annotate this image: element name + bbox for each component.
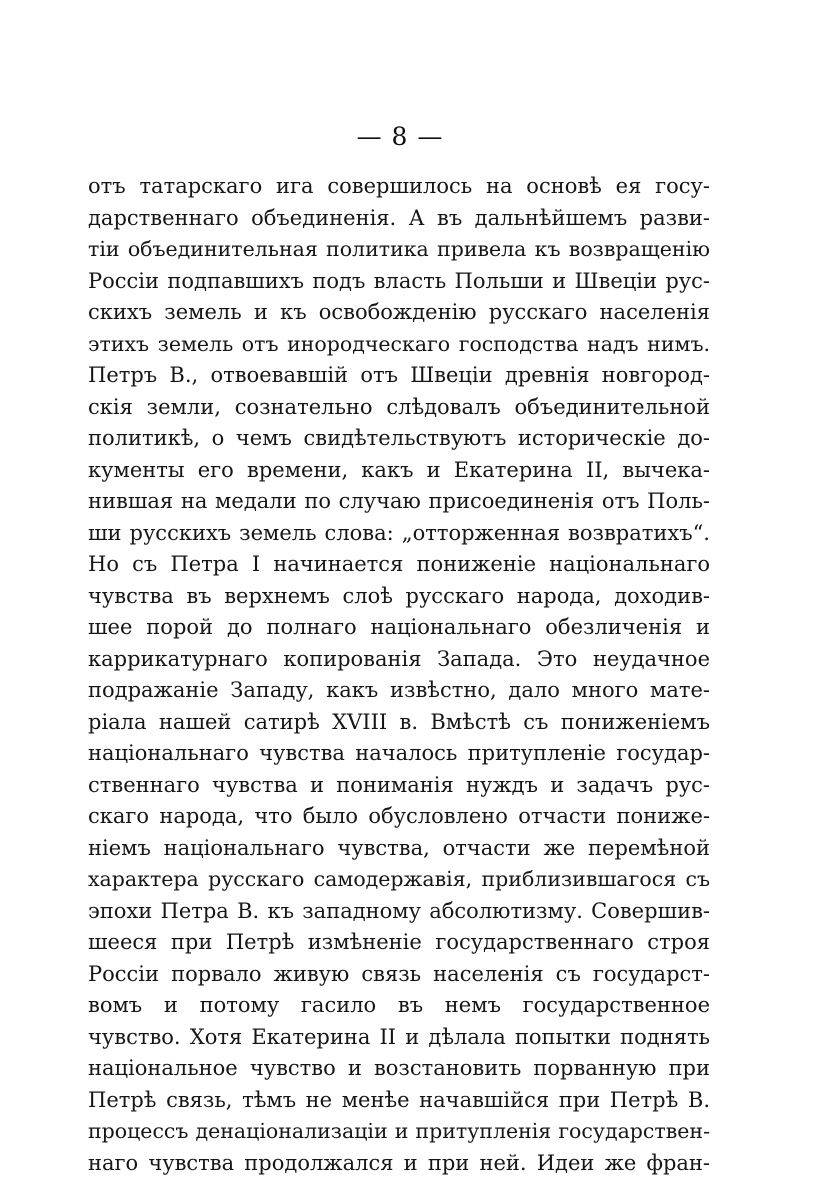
text-line: Петрѣ связь, тѣмъ не менѣе начавшійся при Петрѣ В. bbox=[88, 1087, 710, 1112]
text-line: національное чувство и возстановить порванную при bbox=[88, 1056, 710, 1080]
text-line: эпохи Петра В. къ западному абсолютизму. Совершив- bbox=[88, 898, 710, 923]
text-line: ріала нашей сатирѣ XVIII в. Вмѣстѣ съ пониженіемъ bbox=[88, 709, 710, 734]
text-line: ши русскихъ земель слова: „отторженная возвратихъ“. bbox=[88, 520, 710, 545]
text-line: національнаго чувства началось притупленіе государ- bbox=[88, 741, 710, 765]
text-line: ніемъ національнаго чувства, отчасти же перемѣной bbox=[88, 835, 710, 860]
text-line: скихъ земель и къ освобожденію русскаго населенія bbox=[88, 300, 710, 324]
text-line: скія земли, сознательно слѣдовалъ объединительной bbox=[88, 394, 710, 419]
text-line: этихъ земель отъ инородческаго господства надъ нимъ. bbox=[88, 331, 710, 356]
text-line: Но съ Петра I начинается пониженіе національнаго bbox=[88, 552, 710, 576]
text-line: Россіи подпавшихъ подъ власть Польши и Швеціи рус- bbox=[88, 268, 710, 293]
page-number: — 8 — bbox=[356, 122, 444, 151]
text-line: Россіи порвало живую связь населенія съ государст- bbox=[88, 961, 710, 986]
text-line: подражаніе Западу, какъ извѣстно, дало много мате- bbox=[88, 678, 710, 702]
text-line: характера русскаго самодержавія, приблизившагося съ bbox=[88, 867, 710, 891]
text-line: вомъ и потому гасило въ немъ государственное bbox=[88, 993, 710, 1017]
text-line: чувство. Хотя Екатерина II и дѣлала попытки поднять bbox=[88, 1024, 710, 1049]
text-line: нившая на медали по случаю присоединенія отъ Поль- bbox=[88, 489, 710, 513]
text-line: политикѣ, о чемъ свидѣтельствуютъ историческіе до- bbox=[88, 426, 710, 450]
text-line: чувства въ верхнемъ слоѣ русскаго народа, доходив- bbox=[88, 583, 710, 608]
text-line: каррикатурнаго копированія Запада. Это неудачное bbox=[88, 646, 710, 671]
text-line: процессъ денаціонализаціи и притупленія государствен- bbox=[88, 1119, 710, 1143]
text-line: дарственнаго объединенія. А въ дальнѣйшемъ разви- bbox=[88, 205, 710, 230]
body-text bbox=[88, 171, 710, 1179]
text-line: шееся при Петрѣ измѣненіе государственнаго строя bbox=[88, 930, 710, 954]
text-line: Петръ В., отвоевавшій отъ Швеціи древнія новгород- bbox=[88, 363, 710, 387]
text-line: тіи объединительная политика привела къ возвращенію bbox=[88, 237, 710, 261]
text-line: наго чувства продолжался и при ней. Идеи же фран- bbox=[88, 1150, 710, 1175]
text-line: ственнаго чувства и пониманія нуждъ и задачъ рус- bbox=[88, 772, 710, 797]
text-line: скаго народа, что было обусловлено отчасти пониже- bbox=[88, 804, 710, 828]
text-line: кументы его времени, какъ и Екатерина II, вычека- bbox=[88, 457, 710, 482]
text-line: шее порой до полнаго національнаго обезличенія и bbox=[88, 615, 710, 639]
text-line: отъ татарскаго ига совершилось на основѣ ея госу- bbox=[88, 174, 710, 198]
